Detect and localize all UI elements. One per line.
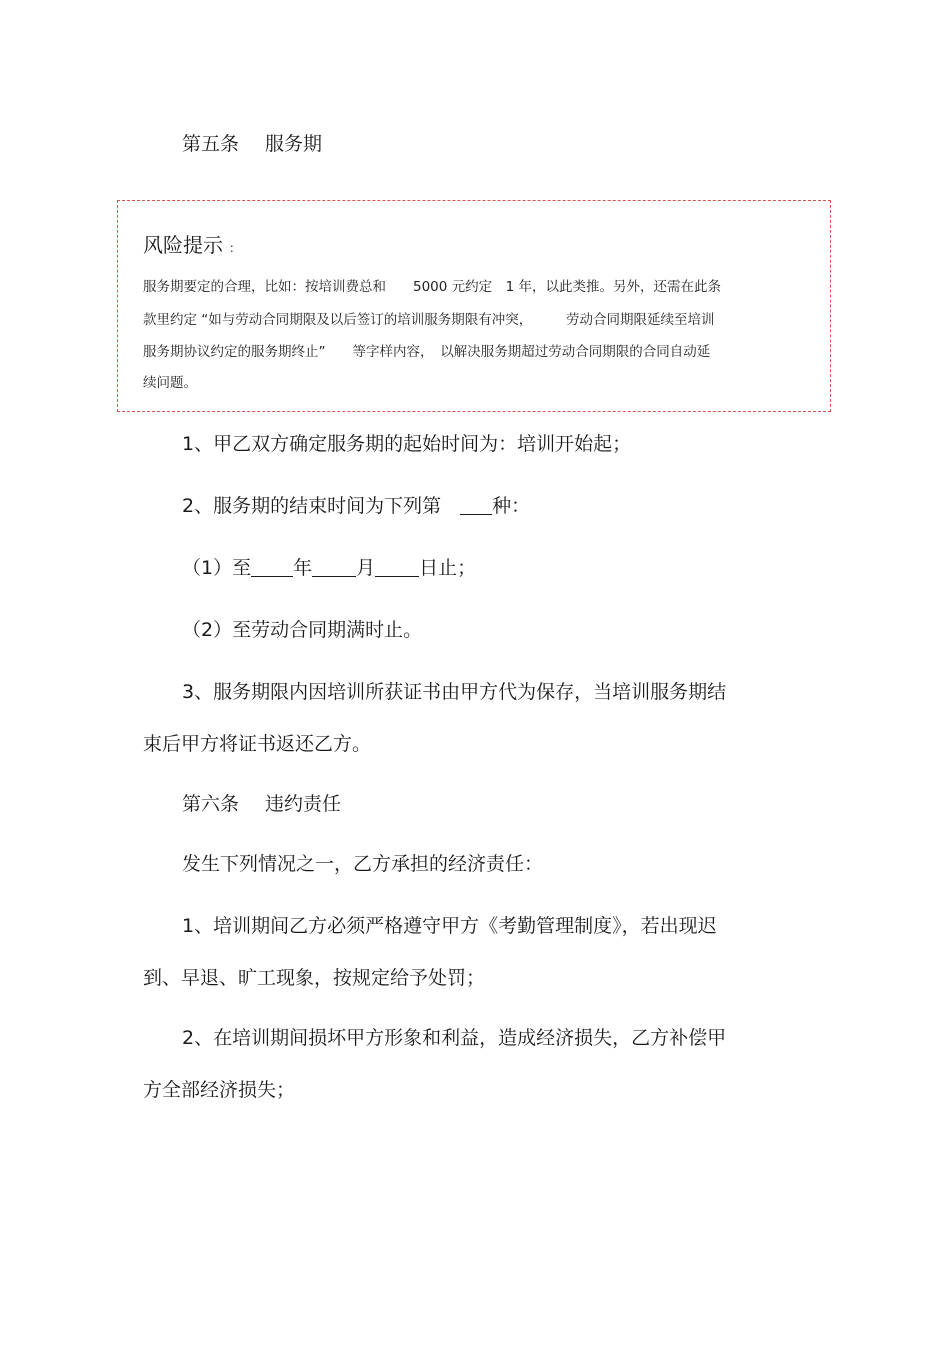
clause-6-intro: 发生下列情况之一，乙方承担的经济责任： xyxy=(182,853,544,875)
article-5-number: 第五条 xyxy=(182,133,240,155)
article-5-heading xyxy=(182,129,322,156)
article-6-title: 违约责任 xyxy=(265,793,342,815)
article-6-number: 第六条 xyxy=(182,793,240,815)
article-6-heading xyxy=(182,789,341,816)
clause-5-3-line-2: 束后甲方将证书返还乙方。 xyxy=(143,733,372,755)
clause-5-2-suffix: 种： xyxy=(492,495,531,517)
blank-day xyxy=(375,558,419,577)
clause-5-2-prefix: 2、服务期的结束时间为下列第 xyxy=(182,495,461,517)
clause-6-1-line-1: 1、培训期间乙方必须严格遵守甲方《考勤管理制度》，若出现迟 xyxy=(182,915,717,937)
risk-tip-colon: ： xyxy=(229,241,242,255)
risk-tip-line-1: 服务期要定的合理，比如：按培训费总和 5000 元约定 1 年，以此类推。另外，还需在此条 xyxy=(143,279,722,295)
clause-5-3-line-1: 3、服务期限内因培训所获证书由甲方代为保存，当培训服务期结 xyxy=(182,681,727,703)
blank-option-number xyxy=(460,496,492,515)
option-1-prefix: （1）至 xyxy=(182,557,252,579)
option-2: （2）至劳动合同期满时止。 xyxy=(182,619,423,641)
option-1-day: 日止； xyxy=(419,557,477,579)
risk-tip-heading xyxy=(143,229,241,258)
clause-6-2-line-2: 方全部经济损失； xyxy=(143,1079,296,1101)
option-1 xyxy=(182,553,476,580)
option-1-year: 年 xyxy=(293,557,313,579)
risk-tip-line-4: 续问题。 xyxy=(143,375,197,391)
blank-month xyxy=(312,558,356,577)
blank-year xyxy=(251,558,293,577)
risk-tip-title: 风险提示 xyxy=(143,233,223,257)
option-1-month: 月 xyxy=(356,557,376,579)
risk-tip-line-3: 服务期协议约定的服务期终止” 等字样内容， 以解决服务期超过劳动合同期限的合同自动延 xyxy=(143,344,711,360)
clause-5-2 xyxy=(182,491,530,518)
clause-5-1: 1、甲乙双方确定服务期的起始时间为：培训开始起； xyxy=(182,433,632,455)
article-5-title: 服务期 xyxy=(265,133,323,155)
clause-6-1-line-2: 到、早退、旷工现象，按规定给予处罚； xyxy=(143,967,486,989)
clause-6-2-line-1: 2、在培训期间损坏甲方形象和利益，造成经济损失，乙方补偿甲 xyxy=(182,1027,727,1049)
risk-tip-line-2: 款里约定 “如与劳动合同期限及以后签订的培训服务期限有冲突， 劳动合同期限延续至培训 xyxy=(143,312,715,328)
